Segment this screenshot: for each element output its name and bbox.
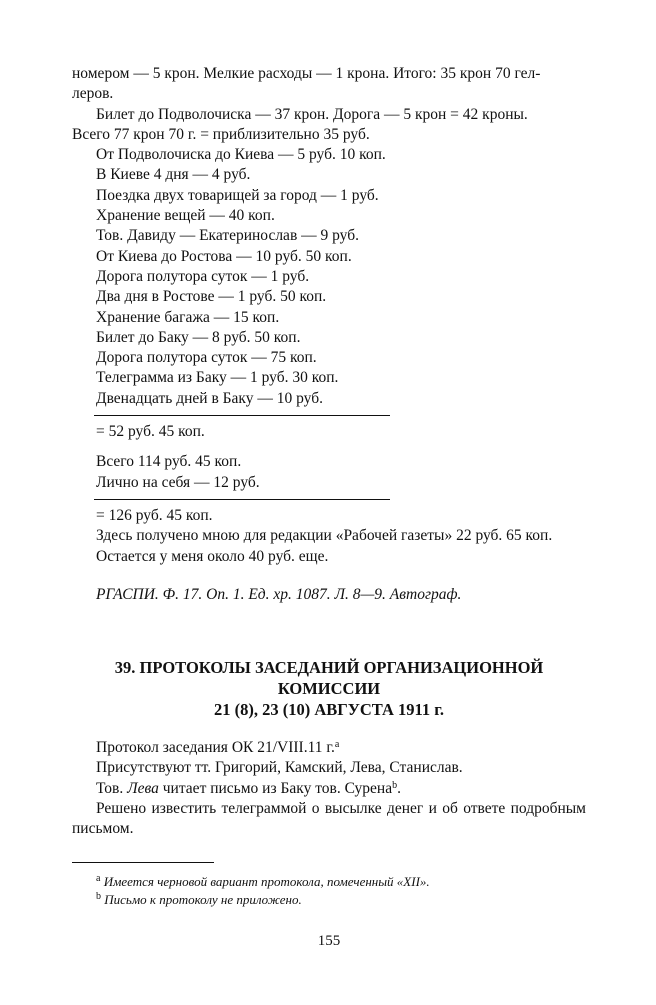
remaining-line: Остается у меня около 40 руб. еще. xyxy=(96,547,329,565)
expense-item: Дорога полутора суток — 1 руб. xyxy=(96,267,310,285)
text-line: номером — 5 крон. Мелкие расходы — 1 крона. Итого: 35 крон 70 гел- xyxy=(72,65,541,82)
decision-paragraph: Решено известить телеграммой о высылке денег и об ответе подробным письмом. xyxy=(72,800,586,838)
footnote xyxy=(72,873,586,891)
personal-line: Лично на себя — 12 руб. xyxy=(96,473,260,491)
footnote-mark: b xyxy=(392,779,398,791)
expense-item: Тов. Давиду — Екатеринослав — 9 руб. xyxy=(96,227,359,245)
expense-item: Дорога полутора суток — 75 коп. xyxy=(96,349,317,367)
expense-item: Два дня в Ростове — 1 руб. 50 коп. xyxy=(96,288,327,306)
footnote-mark: b xyxy=(96,890,101,902)
footnote-rule xyxy=(72,862,214,863)
attendees-line: Присутствуют тт. Григорий, Камский, Лева, Станислав. xyxy=(96,759,463,777)
page-number: 155 xyxy=(317,932,341,949)
expense-item: Хранение багажа — 15 коп. xyxy=(96,308,280,326)
text-span: читает письмо из Баку тов. Сурена xyxy=(158,779,393,797)
protocol-text: Протокол заседания ОК 21/VIII.11 г. xyxy=(96,739,335,757)
text-span: . xyxy=(397,779,401,797)
text-span: Тов. xyxy=(96,779,128,797)
subtotal: = 52 руб. 45 коп. xyxy=(96,423,205,441)
protocol-heading xyxy=(72,738,586,758)
grand-total: = 126 руб. 45 коп. xyxy=(96,506,213,524)
footnote-text: Письмо к протоколу не приложено. xyxy=(104,891,302,907)
expense-item: От Киева до Ростова — 10 руб. 50 коп. xyxy=(96,247,352,265)
footnote-text: Имеется черновой вариант протокола, помеченный «XII». xyxy=(103,873,430,889)
expense-item: Поездка двух товарищей за город — 1 руб. xyxy=(96,186,379,204)
expense-item: В Киеве 4 дня — 4 руб. xyxy=(96,166,251,184)
total-line: Всего 114 руб. 45 коп. xyxy=(96,453,242,471)
expense-item: Хранение вещей — 40 коп. xyxy=(96,207,275,225)
sum-rule xyxy=(94,499,390,500)
reading-line xyxy=(72,779,586,799)
received-paragraph: Здесь получено мною для редакции «Рабочей газеты» 22 руб. 65 коп. xyxy=(96,527,553,545)
expense-item: Билет до Баку — 8 руб. 50 коп. xyxy=(96,328,301,346)
footnote-mark: a xyxy=(334,739,340,751)
footnote xyxy=(72,891,586,909)
text-line: леров. xyxy=(72,85,114,103)
expense-item: От Подволочиска до Киева — 5 руб. 10 коп. xyxy=(96,146,386,164)
footnote-mark: a xyxy=(96,872,101,884)
section-title: КОМИССИИ xyxy=(277,679,381,699)
section-title: 39. ПРОТОКОЛЫ ЗАСЕДАНИЙ ОРГАНИЗАЦИОННОЙ xyxy=(114,658,544,678)
section-date: 21 (8), 23 (10) АВГУСТА 1911 г. xyxy=(214,700,444,720)
sum-rule xyxy=(94,415,390,416)
text-line: Всего 77 крон 70 г. = приблизительно 35 руб. xyxy=(72,125,370,143)
document-page xyxy=(72,64,586,951)
expense-item: Телеграмма из Баку — 1 руб. 30 коп. xyxy=(96,369,339,387)
text-line: Билет до Подволочиска — 37 крон. Дорога — 5 крон = 42 кроны. xyxy=(96,105,528,123)
archival-source: РГАСПИ. Ф. 17. Оп. 1. Ед. хр. 1087. Л. 8—9. Автограф. xyxy=(96,585,462,603)
expense-item: Двенадцать дней в Баку — 10 руб. xyxy=(96,389,323,407)
person-name: Лева xyxy=(127,779,159,797)
